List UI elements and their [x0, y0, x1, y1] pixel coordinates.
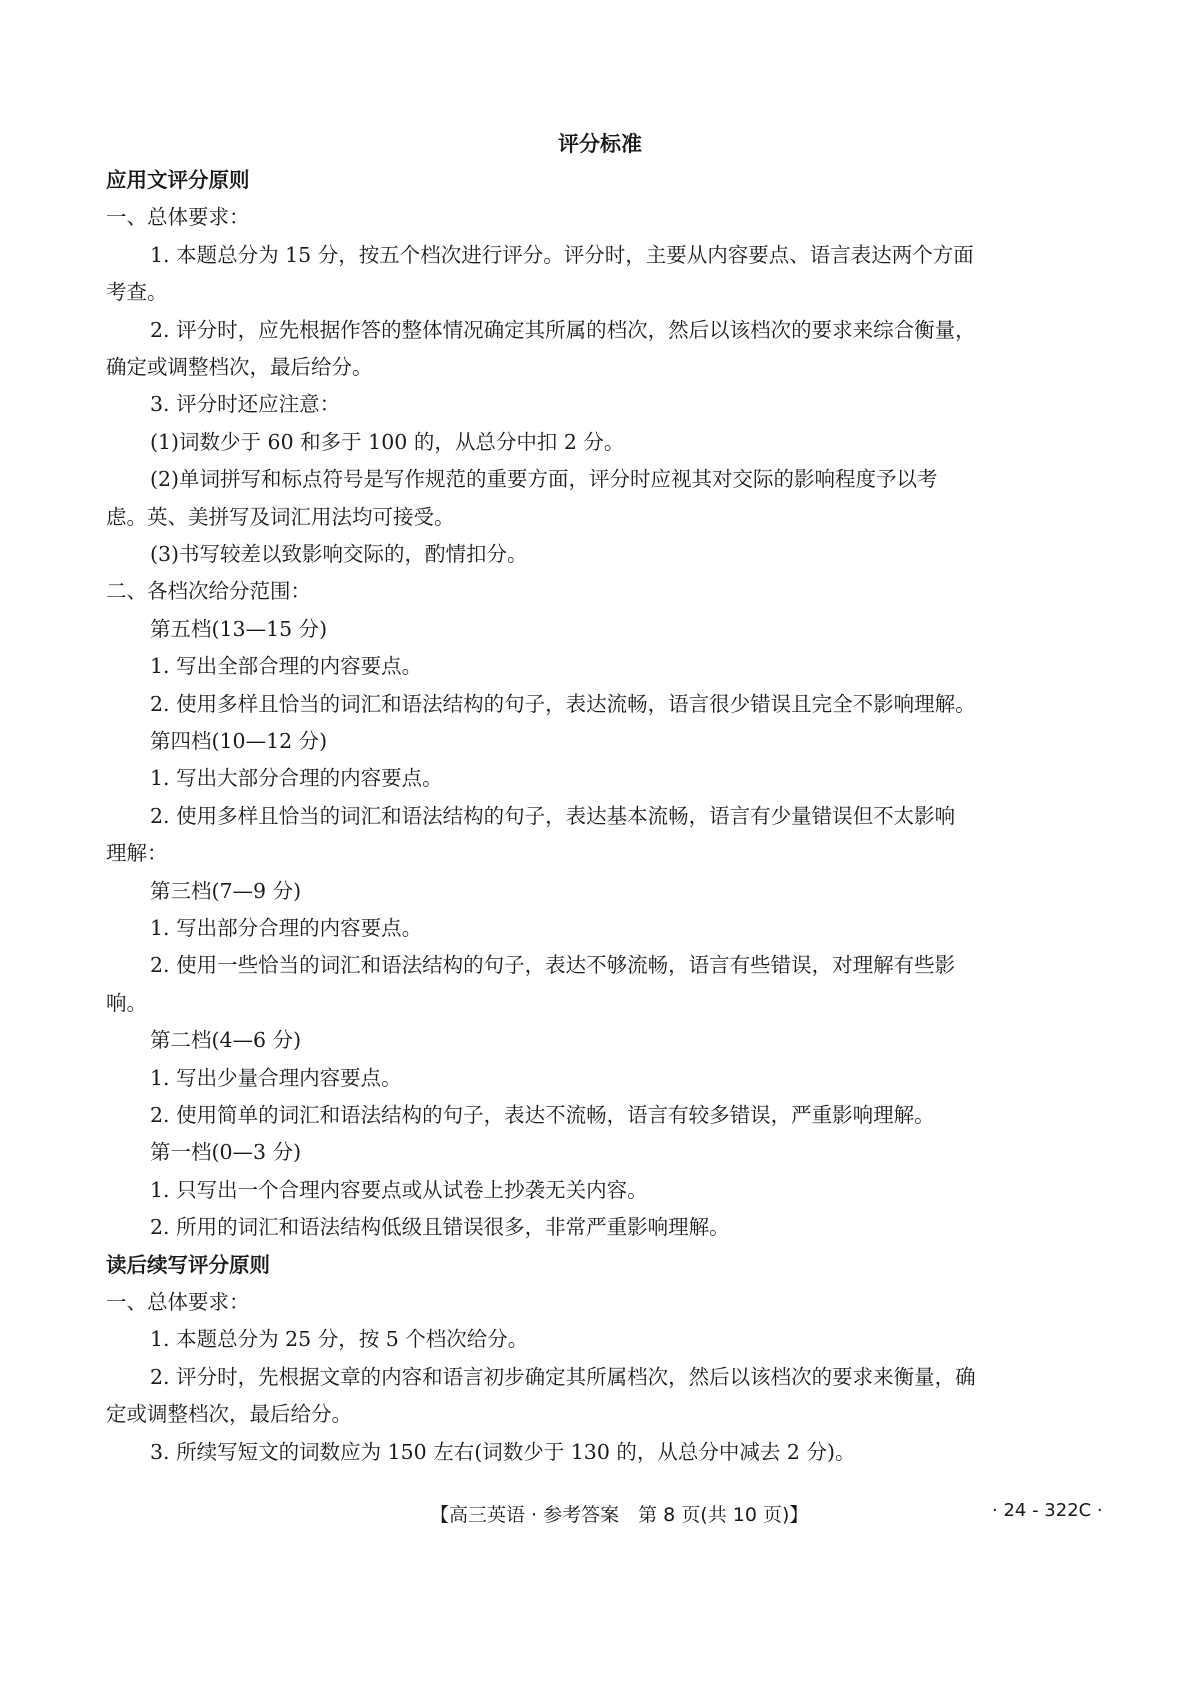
text-line: 二、各档次给分范围：: [106, 579, 311, 604]
text-line: 2. 评分时，先根据文章的内容和语言初步确定其所属档次，然后以该档次的要求来衡量，确: [150, 1364, 976, 1389]
text-line: 响。: [106, 990, 147, 1015]
text-line: 第一档(0—3 分): [150, 1140, 302, 1165]
text-line: 第二档(4—6 分): [150, 1028, 302, 1053]
text-line: 1. 写出部分合理的内容要点。: [150, 916, 423, 940]
text-line: 2. 所用的词汇和语法结构低级且错误很多，非常严重影响理解。: [150, 1215, 730, 1240]
text-line: 定或调整档次，最后给分。: [106, 1402, 352, 1427]
text-line: 第四档(10—12 分): [150, 729, 328, 753]
text-line: 第五档(13—15 分): [150, 616, 328, 641]
text-line: 2. 使用简单的词汇和语法结构的句子，表达不流畅，语言有较多错误，严重影响理解。: [150, 1103, 935, 1127]
text-line: 一、总体要求：: [106, 1290, 250, 1314]
text-line: 1. 写出少量合理内容要点。: [150, 1065, 402, 1090]
text-line: 3. 所续写短文的词数应为 150 左右(词数少于 130 的，从总分中减去 2 分)。: [150, 1439, 856, 1464]
text-line: 1. 本题总分为 15 分，按五个档次进行评分。评分时，主要从内容要点、语言表达两个方面: [150, 242, 974, 267]
text-line: 1. 写出全部合理的内容要点。: [150, 654, 423, 679]
text-line: 考查。: [106, 280, 168, 305]
text-line: 1. 本题总分为 25 分，按 5 个档次给分。: [150, 1327, 529, 1352]
section-heading: 读后续写评分原则: [106, 1252, 270, 1277]
text-line: 3. 评分时还应注意：: [150, 392, 341, 417]
page-title: 评分标准: [558, 132, 642, 156]
text-line: (3)书写较差以致影响交际的，酌情扣分。: [150, 542, 528, 566]
text-line: 虑。英、美拼写及词汇用法均可接受。: [106, 504, 455, 529]
text-line: 一、总体要求：: [106, 205, 250, 230]
text-line: (1)词数少于 60 和多于 100 的，从总分中扣 2 分。: [150, 429, 625, 454]
text-line: 第三档(7—9 分): [150, 878, 302, 903]
text-line: 2. 评分时，应先根据作答的整体情况确定其所属的档次，然后以该档次的要求来综合衡量，: [150, 317, 976, 342]
page-footer: 【高三英语 · 参考答案 第 8 页(共 10 页)】: [430, 1504, 809, 1526]
text-line: 1. 只写出一个合理内容要点或从试卷上抄袭无关内容。: [150, 1177, 648, 1202]
text-line: 2. 使用多样且恰当的词汇和语法结构的句子，表达流畅，语言很少错误且完全不影响理解。: [150, 691, 976, 716]
text-line: 确定或调整档次，最后给分。: [106, 355, 373, 379]
section-heading: 应用文评分原则: [106, 168, 250, 192]
text-line: 理解：: [106, 841, 168, 866]
text-line: (2)单词拼写和标点符号是写作规范的重要方面，评分时应视其对交际的影响程度予以考: [150, 467, 938, 492]
text-line: 2. 使用多样且恰当的词汇和语法结构的句子，表达基本流畅，语言有少量错误但不太影响: [150, 803, 956, 828]
text-line: 2. 使用一些恰当的词汇和语法结构的句子，表达不够流畅，语言有些错误，对理解有些影: [150, 953, 956, 978]
document-code: · 24 - 322C ·: [992, 1500, 1103, 1521]
text-line: 1. 写出大部分合理的内容要点。: [150, 766, 443, 791]
